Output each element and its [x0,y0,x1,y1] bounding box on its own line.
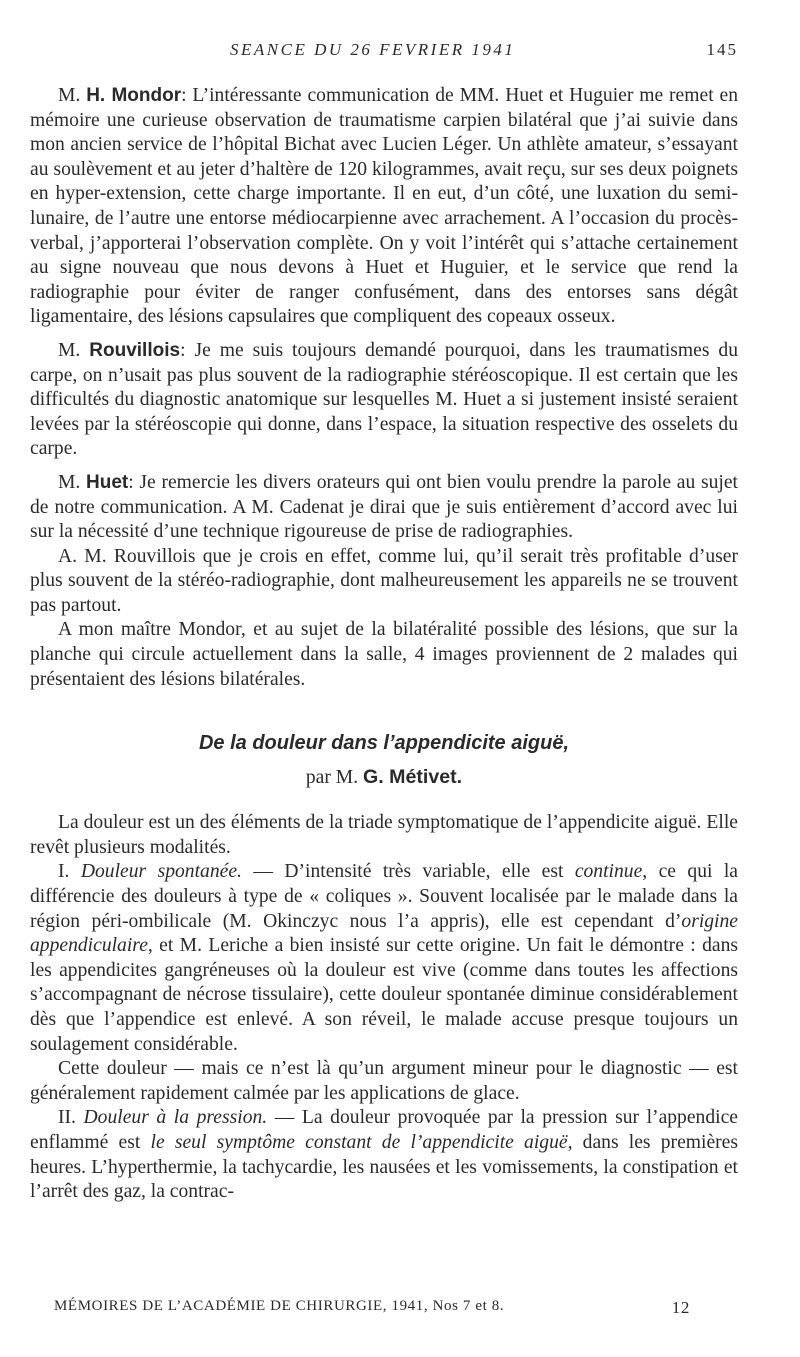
article-title: De la douleur dans l’appendicite aiguë, [198,732,570,755]
speaker-colon: : [181,85,193,106]
section-heading: Douleur à la pression. [83,1107,268,1129]
paragraph-section-2 [30,1106,738,1204]
page-number: 145 [706,40,738,59]
text-run: — D’intensité très variable, elle est [241,861,575,883]
paragraph-rouvillois [30,339,738,462]
paragraph-mondor [30,84,738,330]
speaker-prefix: M. [58,339,90,361]
section-number: II. [58,1107,84,1129]
article-author: G. Métivet. [363,766,463,789]
speaker-colon: : [180,339,195,361]
paragraph-section-1b: Cette douleur — mais ce n’est là qu’un argument mineur pour le diagnostic — est généralement rapidement calmée par les applications de glace. [30,1058,738,1104]
footer-signature: 12 [671,1298,690,1317]
text-run: , ce qui la différencie des douleurs à type de « coliques ». Souvent localisée par le malade dans la région péri-ombilicale (M. Okinczyc nous l’a appris), elle est cependant d’ [30,861,738,932]
speaker-prefix: M. [58,471,87,493]
speaker-name-mondor: H. Mondor [86,85,182,106]
paragraph-text: Je me suis toujours demandé pourquoi, dans les traumatismes du carpe, on n’usait pas plus souvent de la radiographie stéréoscopique. Il est certain que les difficultés du diagnostic anatomique sur lesquelles M. Huet a si justement insisté seraient levées par la stéréoscopie qui donne, dans l’espace, la situation respective des osselets du carpe. [30,339,738,460]
running-head [30,40,738,64]
paragraph-intro: La douleur est un des éléments de la triade symptomatique de l’appendicite aiguë. Elle revêt plusieurs modalités. [30,812,738,858]
section-heading: Douleur spontanée. [80,861,242,883]
text-run: — La douleur provoquée par la pression sur l’appendice enflammé est [30,1107,738,1153]
emphasis: le seul symptôme constant de l’appendicite aiguë [150,1131,568,1153]
paragraph-section-1 [30,860,738,1057]
paragraph-huet-2: A. M. Rouvillois que je crois en effet, comme lui, qu’il serait très profitable d’user plus souvent de la stéréo-radiographie, dont malheureusement les appareils ne se trouvent pas partout. [30,545,738,616]
running-title: SEANCE DU 26 FEVRIER 1941 [230,40,516,59]
article-byline [30,762,738,793]
paragraph-text: Je remercie les divers orateurs qui ont bien voulu prendre la parole au sujet de notre communication. A M. Cadenat je dirai que je suis entièrement d’accord avec lui sur la nécessité d’une technique rigoureuse de prise de radiographies. [30,471,738,543]
emphasis: origine appendiculaire [30,910,738,957]
speaker-prefix: M. [58,85,87,106]
text-run: , dans les premières heures. L’hyperthermie, la tachycardie, les nausées et les vomissements, la constipation et l’arrêt des gaz, la contrac- [30,1131,739,1203]
paragraph-huet [30,471,738,545]
footer-journal: MÉMOIRES DE L’ACADÉMIE DE CHIRURGIE, 1941, Nos 7 et 8. [54,1298,505,1314]
speaker-name-rouvillois: Rouvillois [89,339,181,361]
emphasis: continue [574,861,643,883]
text-run: , et M. Leriche a bien insisté sur cette origine. Un fait le démontre : dans les appendicites gangréneuses où la douleur est vive (comme dans toutes les affections s’accompagnant de nécrose tissulaire), cette douleur spontanée diminue considérablement dès que l’appendice est enlevé. A son réveil, le malade accuse presque toujours un soulagement considérable. [30,935,738,1055]
byline-prefix: par M. [305,767,364,789]
document-page [30,0,738,1357]
paragraph-text: L’intéressante communication de MM. Huet et Huguier me remet en mémoire une curieuse observation de traumatisme carpien bilatéral que j’ai suivie dans mon ancien service de l’hôpital Bichat avec Lucien Léger. Un athlète amateur, s’essayant au soulèvement et au jeter d’haltère de 120 kilogrammes, avait reçu, sur ses deux poignets en hyper-extension, cette charge importante. Il en eut, d’un côté, une luxation du semi-lunaire, de l’autre une entorse médiocarpienne avec arrachement. A l’occasion du procès-verbal, j’apporterai l’observation complète. On y voit l’intérêt qui s’attache certainement au signe nouveau que nous devons à Huet et Huguier, et le service que rend la radiographie pour éviter de ranger confusément, dans des entorses sans dégât ligamentaire, des lésions capsulaires que compliquent des copeaux osseux. [30,85,738,328]
speaker-name-huet: Huet [86,471,129,493]
body-text [30,84,738,1205]
section-number: I. [58,861,81,883]
speaker-colon: : [128,471,140,493]
paragraph-huet-3: A mon maître Mondor, et au sujet de la bilatéralité possible des lésions, que sur la planche qui circule actuellement dans la salle, 4 images proviennent de 2 malades qui présentaient des lésions bilatérales. [30,619,738,690]
